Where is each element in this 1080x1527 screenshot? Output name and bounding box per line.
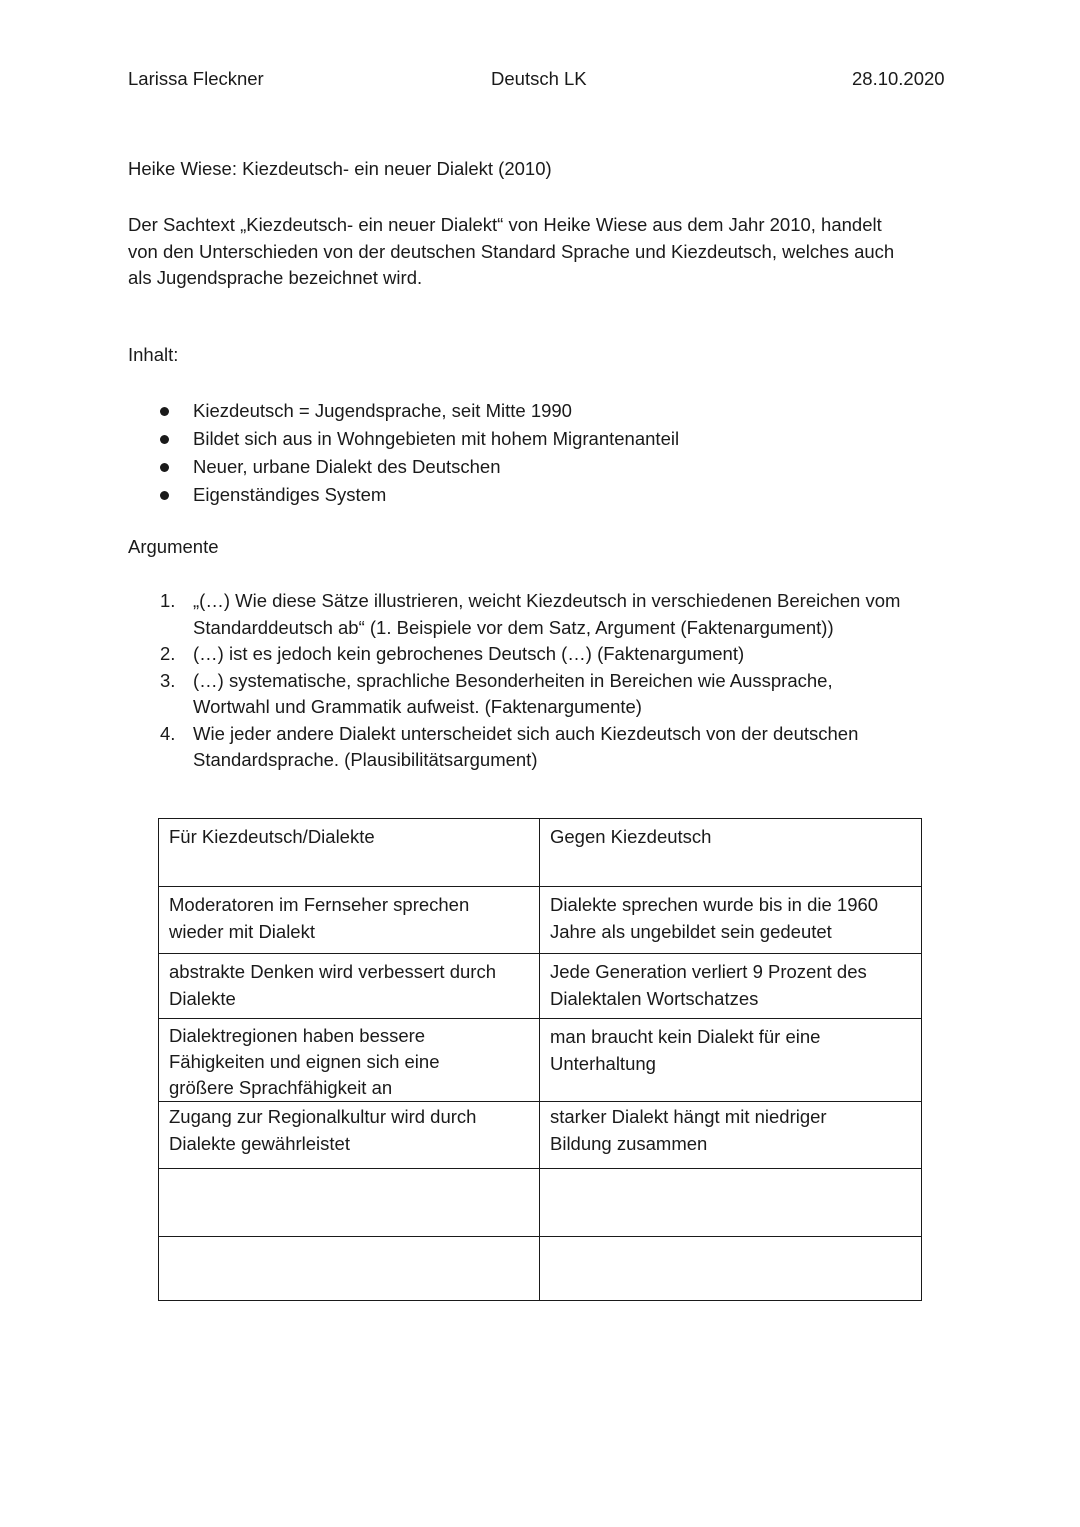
intro-line: Der Sachtext „Kiezdeutsch- ein neuer Dialekt“ von Heike Wiese aus dem Jahr 2010, handelt [128,214,882,235]
table-cell-contra [540,1237,922,1301]
table-cell-contra [540,1169,922,1237]
table-cell-pro [159,954,540,1019]
table-cell-contra [540,1102,922,1169]
argumente-list [160,588,900,774]
table-cell-contra [540,887,922,954]
table-cell-contra [540,1019,922,1102]
cell-line: Dialekte [169,988,236,1009]
cell-line: Dialekte gewährleistet [169,1133,350,1154]
list-item [160,588,900,641]
list-item-number: 1. [160,590,176,611]
table-cell-pro [159,1169,540,1237]
cell-line: abstrakte Denken wird verbessert durch [169,961,496,982]
table-row [159,887,922,954]
cell-line: Bildung zusammen [550,1133,708,1154]
table-row-empty [159,1237,922,1301]
bullet-icon [160,463,169,472]
document-title: Heike Wiese: Kiezdeutsch- ein neuer Dialekt (2010) [128,158,552,179]
list-item-text: Bildet sich aus in Wohngebieten mit hohem Migrantenanteil [193,428,680,449]
list-item [160,641,900,668]
cell-line: Dialekte sprechen wurde bis in die 1960 [550,894,879,915]
table-row [159,1102,922,1169]
header-date: 28.10.2020 [852,68,945,89]
cell-line: man braucht kein Dialekt für eine [550,1026,821,1047]
table-header-pro: Für Kiezdeutsch/Dialekte [159,819,540,887]
cell-line: Jede Generation verliert 9 Prozent des [550,961,867,982]
table-cell-pro [159,1102,540,1169]
list-item [160,668,900,721]
cell-line: Zugang zur Regionalkultur wird durch [169,1106,477,1127]
argumente-heading: Argumente [128,536,219,557]
intro-line: von den Unterschieden von der deutschen Standard Sprache und Kiezdeutsch, welches auch [128,240,895,262]
cell-line: Dialektregionen haben bessere [169,1025,426,1046]
list-item-text: Neuer, urbane Dialekt des Deutschen [193,456,501,477]
bullet-icon [160,407,169,416]
header-author: Larissa Fleckner [128,68,264,89]
list-item-text: (…) systematische, sprachliche Besonderheiten in Bereichen wie Aussprache, [193,669,833,691]
list-item-text: Kiezdeutsch = Jugendsprache, seit Mitte 1990 [193,400,572,421]
intro-line: als Jugendsprache bezeichnet wird. [128,267,423,288]
bullet-icon [160,435,169,444]
cell-line: Moderatoren im Fernseher sprechen [169,894,470,915]
table-row [159,954,922,1019]
list-item-number: 2. [160,643,176,664]
list-item-number: 4. [160,722,176,744]
table-row-empty [159,1169,922,1237]
cell-line: größere Sprachfähigkeit an [169,1077,393,1098]
cell-line: wieder mit Dialekt [169,921,315,942]
list-item-text: Standarddeutsch ab“ (1. Beispiele vor dem Satz, Argument (Faktenargument)) [193,616,834,638]
bullet-icon [160,491,169,500]
list-item-text: „(…) Wie diese Sätze illustrieren, weicht Kiezdeutsch in verschiedenen Bereichen vom [193,590,901,611]
intro-paragraph [128,212,958,292]
header-course: Deutsch LK [491,68,587,89]
inhalt-heading: Inhalt: [128,344,179,365]
cell-line: Fähigkeiten und eignen sich eine [169,1051,440,1072]
table-cell-pro [159,1019,540,1102]
list-item [160,721,900,774]
list-item-text: Wie jeder andere Dialekt unterscheidet sich auch Kiezdeutsch von der deutschen [193,722,859,744]
list-item-text: Standardsprache. (Plausibilitätsargument) [193,749,538,770]
list-item-number: 3. [160,669,176,691]
pro-contra-table [158,818,922,1301]
list-item-text: Wortwahl und Grammatik aufweist. (Faktenargumente) [193,696,642,717]
table-header-contra: Gegen Kiezdeutsch [540,819,922,887]
list-item-text: Eigenständiges System [193,484,387,505]
table-cell-pro [159,1237,540,1301]
table-row [159,1019,922,1102]
table-cell-contra [540,954,922,1019]
table-header-row [159,819,922,887]
cell-line: Unterhaltung [550,1053,656,1074]
table-cell-pro [159,887,540,954]
list-item-text: (…) ist es jedoch kein gebrochenes Deutsch (…) (Faktenargument) [193,643,745,664]
cell-line: Jahre als ungebildet sein gedeutet [550,921,832,942]
cell-line: Dialektalen Wortschatzes [550,988,759,1009]
cell-line: starker Dialekt hängt mit niedriger [550,1106,827,1127]
